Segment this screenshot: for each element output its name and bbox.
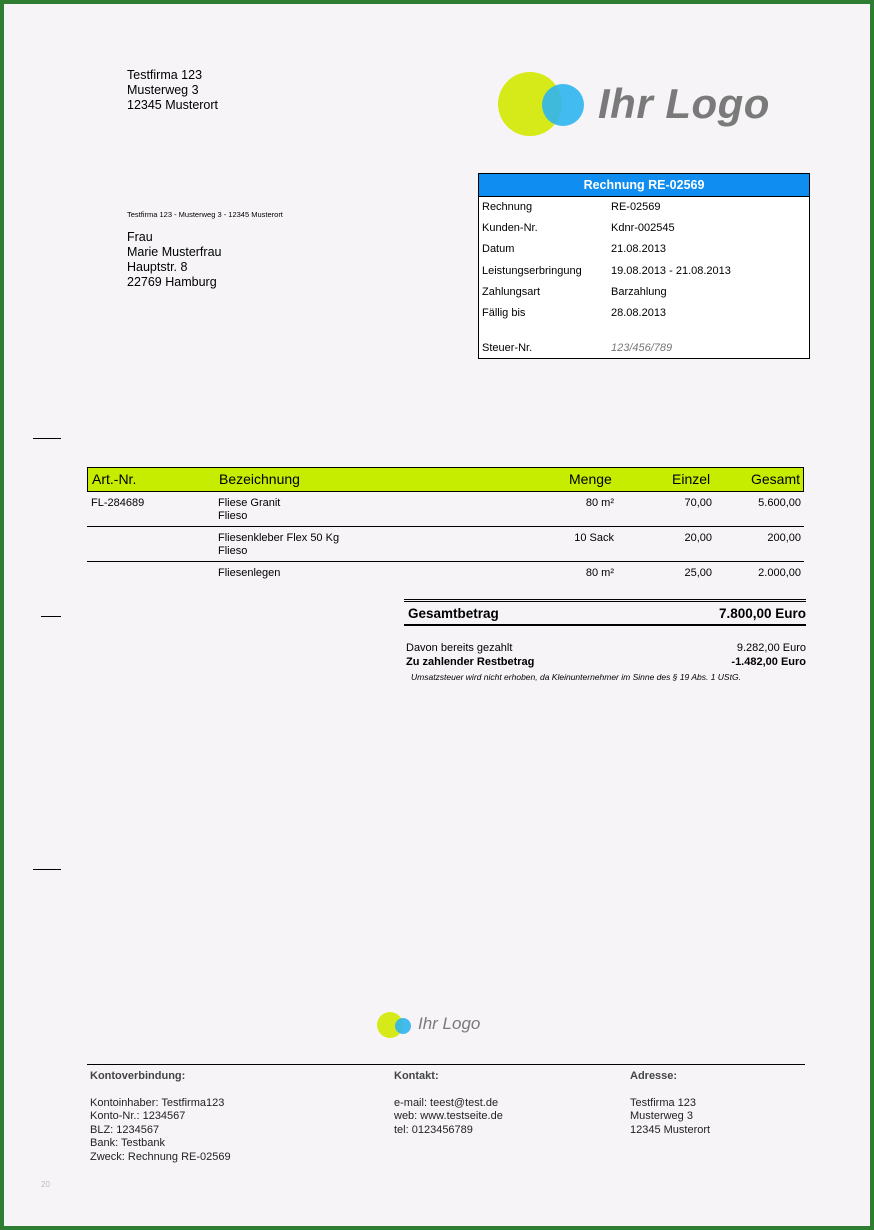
tax-note: Umsatzsteuer wird nicht erhoben, da Kleinunternehmer im Sinne des § 19 Abs. 1 UStG. [411,672,741,682]
address-line: Testfirma 123 [630,1096,697,1109]
cell-einzel: 20,00 [684,532,712,544]
cell-gesamt: 5.600,00 [758,497,801,509]
bank-line: Kontoinhaber: Testfirma123 [90,1096,225,1109]
cell-menge: 10 Sack [574,532,614,544]
info-value: Barzahlung [611,286,667,298]
info-label: Leistungserbringung [482,265,582,277]
table-row [87,562,804,584]
table-row [87,527,804,562]
footer-logo [377,1010,497,1040]
cell-gesamt: 2.000,00 [758,567,801,579]
col-gesamt: Gesamt [750,471,800,487]
col-einzel: Einzel [672,471,711,487]
invoice-info-box [478,173,810,359]
table-row [87,492,804,527]
logo-circle-blue-icon [542,84,584,126]
info-label: Rechnung [482,201,533,213]
sender-line: 12345 Musterort [127,98,219,112]
cell-art: FL-284689 [91,497,145,509]
contact-heading: Kontakt: [394,1070,439,1082]
bank-line: Zweck: Rechnung RE-02569 [90,1150,231,1163]
info-label: Fällig bis [482,307,526,319]
return-address: Testfirma 123 - Musterweg 3 - 12345 Musterort [127,210,283,219]
fold-mark [33,869,61,870]
cell-bez: Fliesenlegen [218,567,281,579]
cell-einzel: 25,00 [684,567,712,579]
footer-logo-text: Ihr Logo [418,1014,481,1033]
contact-line: web: www.testseite.de [394,1110,503,1122]
table-header [87,467,804,492]
totals-block [404,599,806,670]
page-number: 20 [41,1180,50,1189]
cell-menge: 80 m² [585,567,614,579]
logo-text: Ihr Logo [598,80,770,127]
sender-address [127,68,218,113]
info-label: Zahlungsart [482,286,541,298]
info-value: 28.08.2013 [611,307,667,319]
info-value: Kdnr-002545 [611,222,675,234]
recipient-line: 22769 Hamburg [127,275,217,289]
invoice-title: Rechnung RE-02569 [479,174,809,197]
cell-sub: Flieso [218,545,248,557]
col-menge: Menge [569,471,612,487]
cell-gesamt: 200,00 [767,532,801,544]
recipient-line: Hauptstr. 8 [127,260,188,274]
col-art: Art.-Nr. [92,471,137,487]
recipient-address [127,230,221,290]
contact-line: e-mail: teest@test.de [394,1096,499,1109]
cell-menge: 80 m² [585,497,614,509]
rest-value: -1.482,00 Euro [731,656,806,668]
address-line: 12345 Musterort [630,1123,711,1136]
bank-line: Bank: Testbank [90,1137,166,1149]
total-label: Gesamtbetrag [408,606,499,621]
fold-mark [33,438,61,439]
company-logo [498,70,788,142]
items-table [87,467,804,584]
footer-contact [394,1070,503,1137]
rest-label: Zu zahlender Restbetrag [406,656,535,668]
paid-label: Davon bereits gezahlt [406,642,513,654]
total-line [404,599,806,626]
cell-bez: Fliesenkleber Flex 50 Kg [218,532,340,544]
punch-mark [41,616,61,617]
cell-bez: Fliese Granit [218,497,281,509]
recipient-line: Frau [127,230,153,244]
info-value: RE-02569 [611,201,661,213]
logo-circle-blue-icon [395,1018,411,1034]
address-heading: Adresse: [630,1070,678,1082]
cell-einzel: 70,00 [684,497,712,509]
info-value: 19.08.2013 - 21.08.2013 [611,265,731,277]
sender-line: Musterweg 3 [127,83,199,97]
rest-line [404,656,806,670]
contact-line: tel: 0123456789 [394,1123,473,1136]
total-value: 7.800,00 Euro [718,606,806,621]
info-label: Kunden-Nr. [482,222,538,234]
address-line: Musterweg 3 [630,1110,693,1122]
paid-value: 9.282,00 Euro [736,642,806,654]
cell-sub: Flieso [218,510,248,522]
footer-address [630,1070,710,1137]
info-label: Datum [482,243,515,255]
info-value: 123/456/789 [611,342,673,354]
col-bez: Bezeichnung [219,471,300,487]
recipient-line: Marie Musterfrau [127,245,222,259]
bank-heading: Kontoverbindung: [90,1070,186,1082]
footer-bank [90,1070,231,1164]
footer-divider [87,1064,805,1065]
sender-line: Testfirma 123 [127,68,203,82]
bank-line: BLZ: 1234567 [90,1123,160,1136]
info-value: 21.08.2013 [611,243,667,255]
paid-line [404,642,806,656]
info-label: Steuer-Nr. [482,342,533,354]
bank-line: Konto-Nr.: 1234567 [90,1110,186,1122]
